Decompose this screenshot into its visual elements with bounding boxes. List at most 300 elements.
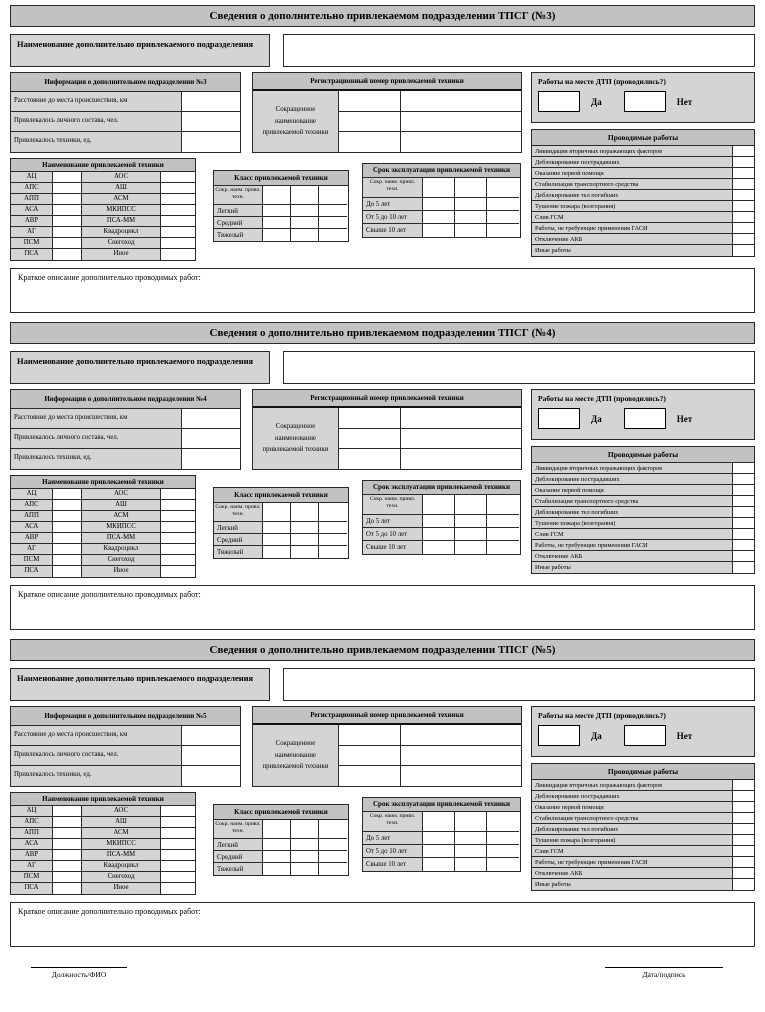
registration-rows	[339, 91, 521, 152]
equipment-class-table	[213, 487, 349, 559]
equipment-qty-input[interactable]	[161, 555, 195, 566]
work-item-label: Деблокирование пострадавших	[532, 791, 733, 801]
unit-name-label: Наименование дополнительно привлекаемого подразделения	[10, 351, 270, 384]
class-value-input[interactable]	[319, 205, 347, 217]
service-value-input[interactable]	[423, 211, 455, 224]
equipment-qty-input[interactable]	[53, 839, 82, 850]
service-value-input[interactable]	[455, 832, 487, 845]
work-item-input[interactable]	[733, 485, 754, 495]
registration-number-header: Регистрационный номер привлекаемой техники	[253, 390, 521, 408]
tpsg-unit-section	[10, 639, 755, 947]
equipment-qty-input[interactable]	[53, 555, 82, 566]
no-label: Нет	[676, 730, 693, 741]
section-title: Сведения о дополнительно привлекаемом подразделении ТПСГ (№3)	[10, 5, 755, 27]
table-row	[532, 529, 754, 540]
table-row	[532, 868, 754, 879]
service-value-input[interactable]	[487, 832, 519, 845]
service-over10-label: Свыше 10 лет	[363, 224, 423, 237]
equipment-qty-input[interactable]	[53, 511, 82, 522]
class-value-input[interactable]	[291, 851, 319, 863]
equipment-type-label: АСМ	[82, 194, 161, 205]
work-item-input[interactable]	[733, 540, 754, 550]
equipment-type-label: АВР	[11, 533, 53, 544]
equipment-type-label: АЦ	[11, 806, 53, 817]
dtp-works-box	[531, 389, 755, 440]
service-value-input[interactable]	[487, 515, 519, 528]
registration-number-input[interactable]	[401, 408, 521, 428]
service-value-input[interactable]	[423, 224, 455, 237]
work-item-label: Иные работы	[532, 245, 733, 256]
service-value-input[interactable]	[455, 858, 487, 871]
work-item-input[interactable]	[733, 857, 754, 867]
dtp-works-box	[531, 72, 755, 123]
work-item-input[interactable]	[733, 234, 754, 244]
service-value-input[interactable]	[423, 528, 455, 541]
equipment-qty-input[interactable]	[53, 850, 82, 861]
equipment-qty-input[interactable]	[53, 216, 82, 227]
table-row	[11, 92, 240, 112]
work-item-input[interactable]	[733, 846, 754, 856]
unit-info-header: Информация о дополнительном подразделении №3	[11, 73, 240, 92]
class-light-label: Легкий	[214, 522, 263, 534]
table-row	[532, 234, 754, 245]
abbrev-name-input[interactable]	[339, 449, 401, 469]
equipment-count-input[interactable]	[182, 132, 240, 152]
equipment-qty-input[interactable]	[53, 183, 82, 194]
equipment-qty-input[interactable]	[53, 533, 82, 544]
service-value-input[interactable]	[423, 198, 455, 211]
work-item-label: Слив ГСМ	[532, 846, 733, 856]
service-abbrev-input[interactable]	[455, 495, 487, 515]
equipment-qty-input[interactable]	[161, 489, 195, 500]
unit-name-row	[10, 668, 755, 701]
service-life-header: Срок эксплуатации привлекаемой техники	[363, 164, 520, 178]
unit-name-input[interactable]	[283, 34, 755, 67]
class-abbrev-input[interactable]	[263, 186, 291, 205]
class-value-input[interactable]	[291, 546, 319, 558]
abbrev-name-label: Сокращенное наименование привлекаемой техники	[253, 725, 339, 786]
equipment-qty-input[interactable]	[53, 883, 82, 894]
equipment-qty-input[interactable]	[53, 806, 82, 817]
dtp-checkbox-row	[538, 91, 748, 112]
abbrev-name-input[interactable]	[339, 746, 401, 766]
work-item-input[interactable]	[733, 791, 754, 801]
equipment-type-label: ПСА	[11, 883, 53, 894]
work-item-input[interactable]	[733, 507, 754, 517]
equipment-class-grid	[214, 503, 348, 558]
class-value-input[interactable]	[291, 217, 319, 229]
personnel-label: Привлекалось личного состава, чел.	[11, 746, 182, 765]
service-value-input[interactable]	[423, 541, 455, 554]
class-value-input[interactable]	[263, 522, 291, 534]
class-value-input[interactable]	[263, 839, 291, 851]
abbrev-name-input[interactable]	[339, 766, 401, 786]
work-item-input[interactable]	[733, 245, 754, 256]
equipment-type-label: ПСА	[11, 566, 53, 577]
abbrev-corner-label: Сокр. наим. привл. техн.	[214, 820, 263, 839]
class-value-input[interactable]	[319, 839, 347, 851]
equipment-qty-input[interactable]	[161, 194, 195, 205]
work-item-input[interactable]	[733, 780, 754, 790]
equipment-qty-input[interactable]	[161, 544, 195, 555]
equipment-qty-input[interactable]	[161, 806, 195, 817]
class-value-input[interactable]	[319, 851, 347, 863]
abbrev-name-input[interactable]	[339, 112, 401, 132]
class-value-input[interactable]	[263, 851, 291, 863]
equipment-type-label: ПСА-ММ	[82, 533, 161, 544]
work-item-label: Иные работы	[532, 879, 733, 890]
work-item-input[interactable]	[733, 179, 754, 189]
equipment-qty-input[interactable]	[161, 205, 195, 216]
class-value-input[interactable]	[319, 217, 347, 229]
no-checkbox[interactable]	[624, 91, 666, 112]
class-abbrev-input[interactable]	[263, 503, 291, 522]
work-item-label: Деблокирование пострадавших	[532, 474, 733, 484]
work-item-label: Тушение пожара (возгорания)	[532, 201, 733, 211]
equipment-type-label: АСА	[11, 839, 53, 850]
class-medium-label: Средний	[214, 851, 263, 863]
unit-name-input[interactable]	[283, 351, 755, 384]
class-abbrev-input[interactable]	[291, 820, 319, 839]
equipment-name-header: Наименование привлекаемой техники	[11, 159, 195, 172]
class-value-input[interactable]	[291, 522, 319, 534]
class-value-input[interactable]	[291, 229, 319, 241]
service-value-input[interactable]	[423, 845, 455, 858]
class-medium-label: Средний	[214, 534, 263, 546]
personnel-input[interactable]	[182, 429, 240, 448]
work-item-label: Ликвидация вторичных поражающих факторов	[532, 463, 733, 473]
class-abbrev-input[interactable]	[319, 186, 347, 205]
equipment-qty-input[interactable]	[53, 872, 82, 883]
equipment-type-label: АПП	[11, 511, 53, 522]
equipment-qty-input[interactable]	[161, 238, 195, 249]
service-value-input[interactable]	[423, 515, 455, 528]
registration-number-input[interactable]	[401, 449, 521, 469]
service-abbrev-input[interactable]	[423, 495, 455, 515]
work-item-input[interactable]	[733, 201, 754, 211]
equipment-type-label: АЦ	[11, 172, 53, 183]
equipment-count-label: Привлекалось техники, ед.	[11, 766, 182, 786]
table-row	[532, 146, 754, 157]
equipment-count-input[interactable]	[182, 449, 240, 469]
registration-number-input[interactable]	[401, 132, 521, 152]
service-value-input[interactable]	[455, 541, 487, 554]
equipment-qty-input[interactable]	[161, 566, 195, 577]
equipment-class-grid	[214, 820, 348, 875]
personnel-input[interactable]	[182, 746, 240, 765]
work-item-input[interactable]	[733, 474, 754, 484]
equipment-type-label: Квадроцикл	[82, 544, 161, 555]
equipment-type-label: АПС	[11, 183, 53, 194]
equipment-count-input[interactable]	[182, 766, 240, 786]
class-value-input[interactable]	[291, 205, 319, 217]
equipment-qty-input[interactable]	[161, 227, 195, 238]
distance-input[interactable]	[182, 409, 240, 428]
work-item-label: Иные работы	[532, 562, 733, 573]
service-abbrev-input[interactable]	[455, 812, 487, 832]
service-value-input[interactable]	[487, 541, 519, 554]
class-value-input[interactable]	[263, 546, 291, 558]
registration-number-input[interactable]	[401, 746, 521, 766]
yes-checkbox[interactable]	[538, 91, 580, 112]
position-signature-label: Должность/ФИО	[51, 970, 107, 979]
section-body	[10, 389, 755, 578]
registration-number-input[interactable]	[401, 91, 521, 111]
service-value-input[interactable]	[487, 528, 519, 541]
equipment-type-label: Снегоход	[82, 555, 161, 566]
class-abbrev-input[interactable]	[263, 820, 291, 839]
equipment-type-label: АШ	[82, 183, 161, 194]
work-item-label: Стабилизация транспортного средства	[532, 496, 733, 506]
work-item-label: Деблокирование тел погибших	[532, 824, 733, 834]
class-value-input[interactable]	[291, 863, 319, 875]
no-label: Нет	[676, 96, 693, 107]
section-body	[10, 706, 755, 895]
equipment-qty-input[interactable]	[161, 861, 195, 872]
abbrev-name-input[interactable]	[339, 91, 401, 111]
service-under5-label: До 5 лет	[363, 832, 423, 845]
service-value-input[interactable]	[487, 845, 519, 858]
equipment-type-label: АВР	[11, 850, 53, 861]
table-row	[532, 245, 754, 256]
service-abbrev-input[interactable]	[487, 178, 519, 198]
equipment-qty-input[interactable]	[161, 183, 195, 194]
service-life-table	[362, 797, 521, 872]
service-abbrev-input[interactable]	[423, 178, 455, 198]
equipment-name-table	[10, 158, 196, 261]
equipment-qty-input[interactable]	[161, 883, 195, 894]
equipment-type-label: АГ	[11, 227, 53, 238]
equipment-qty-input[interactable]	[161, 216, 195, 227]
equipment-qty-input[interactable]	[161, 511, 195, 522]
registration-number-table	[252, 72, 522, 153]
yes-checkbox[interactable]	[538, 725, 580, 746]
equipment-qty-input[interactable]	[53, 566, 82, 577]
class-value-input[interactable]	[319, 546, 347, 558]
equipment-count-label: Привлекалось техники, ед.	[11, 132, 182, 152]
equipment-qty-input[interactable]	[53, 544, 82, 555]
work-item-input[interactable]	[733, 146, 754, 156]
work-item-input[interactable]	[733, 868, 754, 878]
service-abbrev-input[interactable]	[423, 812, 455, 832]
equipment-class-grid	[214, 186, 348, 241]
service-value-input[interactable]	[455, 528, 487, 541]
equipment-qty-input[interactable]	[53, 828, 82, 839]
equipment-qty-input[interactable]	[53, 172, 82, 183]
work-item-input[interactable]	[733, 529, 754, 539]
work-item-input[interactable]	[733, 835, 754, 845]
class-value-input[interactable]	[263, 229, 291, 241]
class-value-input[interactable]	[319, 522, 347, 534]
equipment-qty-input[interactable]	[161, 817, 195, 828]
table-row	[532, 463, 754, 474]
abbrev-name-input[interactable]	[339, 132, 401, 152]
class-value-input[interactable]	[263, 205, 291, 217]
work-item-label: Отключение АКБ	[532, 868, 733, 878]
work-item-input[interactable]	[733, 824, 754, 834]
equipment-qty-input[interactable]	[161, 249, 195, 260]
class-abbrev-input[interactable]	[319, 820, 347, 839]
table-row	[339, 429, 521, 450]
unit-name-row	[10, 34, 755, 67]
dtp-checkbox-row	[538, 408, 748, 429]
equipment-type-label: Квадроцикл	[82, 861, 161, 872]
work-item-input[interactable]	[733, 463, 754, 473]
service-value-input[interactable]	[455, 224, 487, 237]
distance-input[interactable]	[182, 92, 240, 111]
equipment-qty-input[interactable]	[53, 194, 82, 205]
registration-number-input[interactable]	[401, 725, 521, 745]
brief-description-box[interactable]	[10, 902, 755, 947]
abbrev-name-input[interactable]	[339, 725, 401, 745]
equipment-qty-input[interactable]	[53, 227, 82, 238]
work-item-label: Отключение АКБ	[532, 551, 733, 561]
work-item-label: Тушение пожара (возгорания)	[532, 518, 733, 528]
table-row	[532, 824, 754, 835]
abbrev-name-input[interactable]	[339, 408, 401, 428]
service-value-input[interactable]	[487, 211, 519, 224]
table-row	[532, 835, 754, 846]
unit-info-table	[10, 389, 241, 470]
equipment-type-label: ПСА-ММ	[82, 850, 161, 861]
equipment-qty-input[interactable]	[53, 861, 82, 872]
class-value-input[interactable]	[263, 863, 291, 875]
service-value-input[interactable]	[487, 198, 519, 211]
unit-name-input[interactable]	[283, 668, 755, 701]
work-item-label: Ликвидация вторичных поражающих факторов	[532, 780, 733, 790]
no-checkbox[interactable]	[624, 725, 666, 746]
equipment-qty-input[interactable]	[161, 172, 195, 183]
work-item-label: Оказание первой помощи	[532, 168, 733, 178]
equipment-type-label: ПСМ	[11, 238, 53, 249]
service-life-table	[362, 163, 521, 238]
table-row	[339, 746, 521, 767]
brief-description-label: Краткое описание дополнительно проводимых работ:	[18, 590, 201, 599]
unit-info-table	[10, 72, 241, 153]
service-value-input[interactable]	[455, 211, 487, 224]
equipment-type-label: АСА	[11, 522, 53, 533]
work-item-input[interactable]	[733, 518, 754, 528]
service-value-input[interactable]	[487, 858, 519, 871]
distance-label: Расстояние до места происшествия, км	[11, 92, 182, 111]
class-value-input[interactable]	[263, 534, 291, 546]
service-5to10-label: От 5 до 10 лет	[363, 211, 423, 224]
work-item-label: Тушение пожара (возгорания)	[532, 835, 733, 845]
service-value-input[interactable]	[455, 515, 487, 528]
table-row	[11, 766, 240, 786]
equipment-qty-input[interactable]	[53, 500, 82, 511]
service-value-input[interactable]	[423, 832, 455, 845]
distance-input[interactable]	[182, 726, 240, 745]
work-item-input[interactable]	[733, 168, 754, 178]
table-row	[11, 429, 240, 449]
brief-description-label: Краткое описание дополнительно проводимых работ:	[18, 907, 201, 916]
abbrev-name-input[interactable]	[339, 429, 401, 449]
class-value-input[interactable]	[319, 863, 347, 875]
equipment-qty-input[interactable]	[53, 249, 82, 260]
dtp-works-label: Работы на месте ДТП (проводились?)	[538, 77, 666, 86]
work-item-input[interactable]	[733, 879, 754, 890]
equipment-qty-input[interactable]	[53, 205, 82, 216]
equipment-qty-input[interactable]	[53, 238, 82, 249]
personnel-input[interactable]	[182, 112, 240, 131]
class-value-input[interactable]	[291, 839, 319, 851]
equipment-qty-input[interactable]	[161, 828, 195, 839]
service-abbrev-input[interactable]	[487, 812, 519, 832]
brief-description-box[interactable]	[10, 585, 755, 630]
brief-description-label: Краткое описание дополнительно проводимых работ:	[18, 273, 201, 282]
table-row	[532, 212, 754, 223]
equipment-qty-input[interactable]	[53, 522, 82, 533]
work-item-input[interactable]	[733, 562, 754, 573]
class-value-input[interactable]	[319, 534, 347, 546]
left-column	[10, 706, 522, 895]
class-abbrev-input[interactable]	[291, 503, 319, 522]
work-item-input[interactable]	[733, 190, 754, 200]
equipment-qty-input[interactable]	[53, 489, 82, 500]
service-value-input[interactable]	[455, 845, 487, 858]
yes-checkbox[interactable]	[538, 408, 580, 429]
equipment-type-label: Снегоход	[82, 872, 161, 883]
section-title: Сведения о дополнительно привлекаемом подразделении ТПСГ (№5)	[10, 639, 755, 661]
yes-label: Да	[591, 730, 602, 741]
equipment-type-label: АГ	[11, 861, 53, 872]
work-item-label: Ликвидация вторичных поражающих факторов	[532, 146, 733, 156]
class-abbrev-input[interactable]	[319, 503, 347, 522]
service-value-input[interactable]	[455, 198, 487, 211]
equipment-type-label: МКИПСС	[82, 839, 161, 850]
equipment-type-label: АСМ	[82, 511, 161, 522]
tpsg-unit-section	[10, 322, 755, 630]
registration-number-input[interactable]	[401, 112, 521, 132]
work-item-input[interactable]	[733, 157, 754, 167]
service-value-input[interactable]	[487, 224, 519, 237]
service-5to10-label: От 5 до 10 лет	[363, 845, 423, 858]
no-checkbox[interactable]	[624, 408, 666, 429]
equipment-qty-input[interactable]	[161, 500, 195, 511]
equipment-qty-input[interactable]	[161, 533, 195, 544]
brief-description-box[interactable]	[10, 268, 755, 313]
work-item-input[interactable]	[733, 813, 754, 823]
work-item-input[interactable]	[733, 212, 754, 222]
work-item-input[interactable]	[733, 496, 754, 506]
class-value-input[interactable]	[319, 229, 347, 241]
abbrev-corner-label: Сокр. наим. привл. техн.	[363, 812, 423, 832]
class-value-input[interactable]	[291, 534, 319, 546]
work-item-label: Деблокирование тел погибших	[532, 190, 733, 200]
date-signature-label: Дата/подпись	[642, 970, 686, 979]
work-item-label: Деблокирование тел погибших	[532, 507, 733, 517]
registration-number-input[interactable]	[401, 766, 521, 786]
work-item-input[interactable]	[733, 223, 754, 233]
service-abbrev-input[interactable]	[487, 495, 519, 515]
equipment-qty-input[interactable]	[161, 850, 195, 861]
work-item-input[interactable]	[733, 802, 754, 812]
class-value-input[interactable]	[263, 217, 291, 229]
service-abbrev-input[interactable]	[455, 178, 487, 198]
equipment-qty-input[interactable]	[161, 839, 195, 850]
class-abbrev-input[interactable]	[291, 186, 319, 205]
registration-number-input[interactable]	[401, 429, 521, 449]
equipment-qty-input[interactable]	[161, 522, 195, 533]
table-row	[532, 496, 754, 507]
equipment-qty-input[interactable]	[53, 817, 82, 828]
equipment-qty-input[interactable]	[161, 872, 195, 883]
info-reg-row	[10, 389, 522, 470]
service-value-input[interactable]	[423, 858, 455, 871]
work-item-label: Слив ГСМ	[532, 212, 733, 222]
work-item-input[interactable]	[733, 551, 754, 561]
